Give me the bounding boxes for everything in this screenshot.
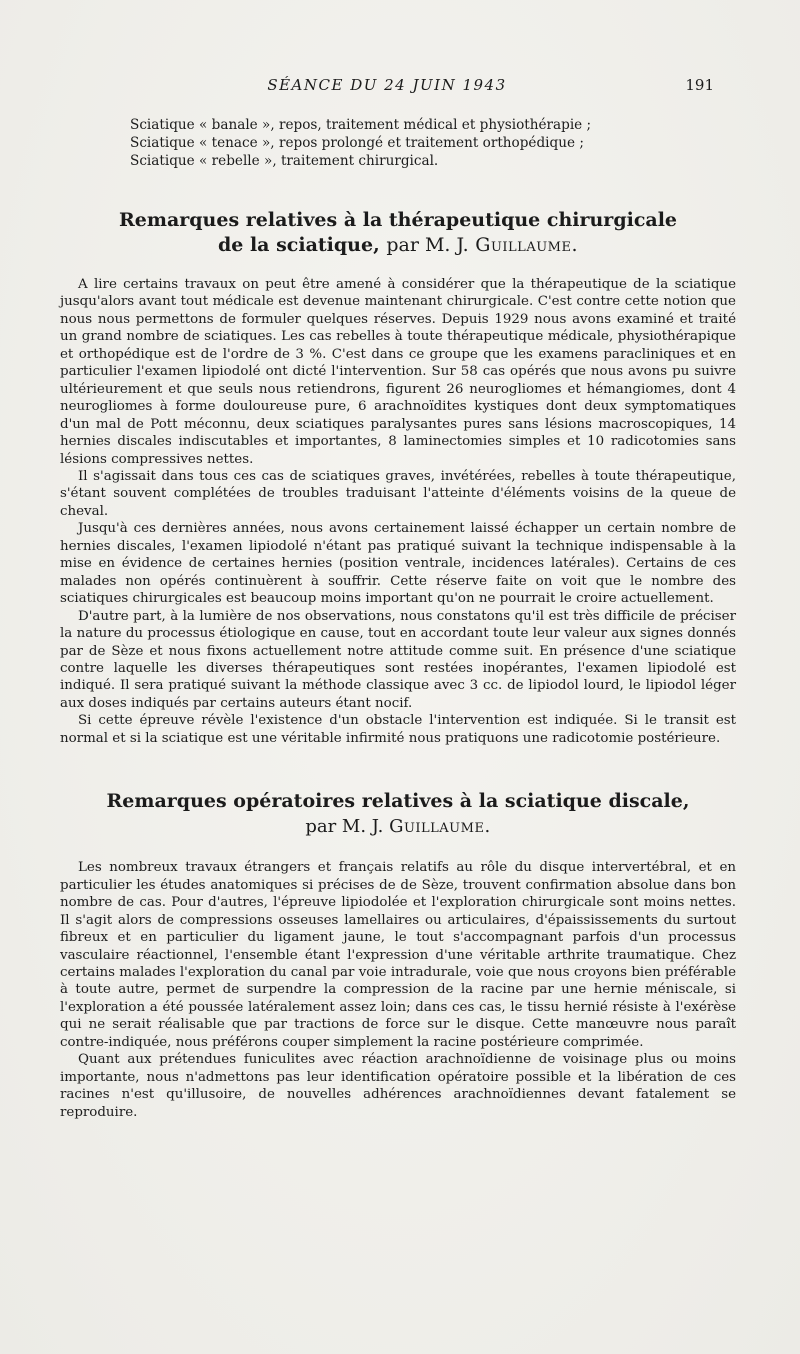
paragraph: D'autre part, à la lumière de nos observations, nous constatons qu'il est très difficile de préciser la nature du processus étiologique en cause, tout en accordant toute leur valeur aux signes donnés par de Sèze et nous fixons actuellement notre attitude comme suit. En présence d'une sciatique contre laquelle les diverses thérapeutiques sont restées inopérantes, l'examen lipiodolé est indiqué. Il sera pratiqué suivant la méthode classique avec 3 cc. de lipiodol lourd, le lipiodol léger aux doses indiqués par certains auteurs étant nocif. (60, 608, 736, 711)
paragraph: Il s'agissait dans tous ces cas de sciatiques graves, invétérées, rebelles à toute thérapeutique, s'étant souvent complétées de troubles traduisant l'atteinte d'éléments voisins de la queue de cheval. (60, 468, 736, 519)
byline (60, 814, 736, 839)
paragraph: Si cette épreuve révèle l'existence d'un obstacle l'intervention est indiquée. Si le transit est normal et si la sciatique est une véritable infirmité nous pratiquons une radicotomie postérieure. (60, 713, 736, 746)
list-item: Sciatique « banale », repos, traitement médical et physiothérapie ; (130, 117, 592, 133)
page-number: 191 (685, 76, 714, 94)
paragraph: Quant aux prétendues funiculites avec réaction arachnoïdienne de voisinage plus ou moins importante, nous n'admettons pas leur identification opératoire possible et la libération de ces racines n'est qu'illusoire, de nouvelles adhérences arachnoïdiennes devant fatalement se reproduire. (60, 1052, 736, 1120)
article-title-line (60, 233, 736, 258)
article-heading (60, 208, 736, 258)
list-item: Sciatique « tenace », repos prolongé et traitement orthopédique ; (130, 135, 584, 151)
article-heading (60, 789, 736, 839)
article-title-line: Remarques opératoires relatives à la sciatique discale, (106, 790, 690, 813)
article-therapeutique-chirurgicale (60, 208, 736, 747)
article-title-line: Remarques relatives à la thérapeutique chirurgicale (118, 209, 678, 231)
sciatica-classification-list (60, 116, 736, 170)
list-item: Sciatique « rebelle », traitement chirurgical. (130, 153, 439, 169)
article-remarques-operatoires (60, 789, 736, 1121)
running-head (60, 76, 714, 96)
paragraph: A lire certains travaux on peut être amené à considérer que la thérapeutique de la sciatique jusqu'alors avant tout médicale est devenue maintenant chirurgicale. C'est contre cette notion que nous nous permettons de formuler quelques réserves. Depuis 1929 nous avons examiné et traité un grand nombre de sciatiques. Les cas rebelles à toute thérapeutique médicale, physiothérapique et orthopédique est de l'ordre de 3 %. C'est dans ce groupe que les examens paracliniques et en particulier l'examen lipiodolé ont dicté l'intervention. Sur 58 cas opérés que nous avons pu suivre ultérieurement et que seuls nous retiendrons, figurent 26 neurogliomes et hémangiomes, dont 4 neurogliomes à forme douloureuse pure, 6 arachnoïdites kystiques dont deux symptomatiques d'un mal de Pott méconnu, deux sciatiques paralysantes pures sans lésions macroscopiques, 14 hernies discales indiscutables et importantes, 8 laminectomies simples et 10 radicotomies sans lésions compressives nettes. (60, 277, 736, 467)
byline-prefix: par M. J. (305, 816, 384, 838)
page-body (60, 116, 736, 1121)
paragraph: Les nombreux travaux étrangers et français relatifs au rôle du disque intervertébral, et en particulier les études anatomiques si précises de de Sèze, trouvent confirmation absolue dans bon nombre de cas. Pour d'autres, l'épreuve lipiodolée et l'exploration chirurgicale sont moins nettes. Il s'agit alors de compressions osseuses lamellaires ou articulaires, d'épaississements du surtout fibreux et en particulier du ligament jaune, le tout s'accompagnant parfois d'un processus vasculaire réactionnel, l'ensemble étant l'expression d'une véritable arthrite traumatique. Chez certains malades l'exploration du canal par voie intradurale, voie que nous croyons bien préférable à toute autre, permet de surpendre la compression de la racine par une hernie méniscale, si l'exploration a été poussée latéralement assez loin; dans ces cas, le tissu hernié résiste à l'exérèse qui ne serait réalisable que par tractions de force sur le disque. Cette manœuvre nous paraît contre-indiquée, nous préférons couper simplement la racine postérieure comprimée. (60, 860, 736, 1050)
author-name: Guillaume. (475, 234, 579, 256)
byline-prefix: par M. J. (386, 234, 469, 256)
paragraph: Jusqu'à ces dernières années, nous avons certainement laissé échapper un certain nombre de hernies discales, l'examen lipiodolé n'étant pas pratiqué suivant la technique indispensable à la mise en évidence de certaines hernies (position ventrale, incidences latérales). Certains de ces malades non opérés continuèrent à souffrir. Cette réserve faite on voit que le nombre des sciatiques chirurgicales est beaucoup moins important qu'on ne pourrait le croire actuellement. (60, 521, 736, 607)
running-head-title: SÉANCE DU 24 JUIN 1943 (267, 76, 507, 94)
author-name: Guillaume. (389, 816, 491, 838)
article-title-continuation: de la sciatique, (217, 234, 380, 256)
